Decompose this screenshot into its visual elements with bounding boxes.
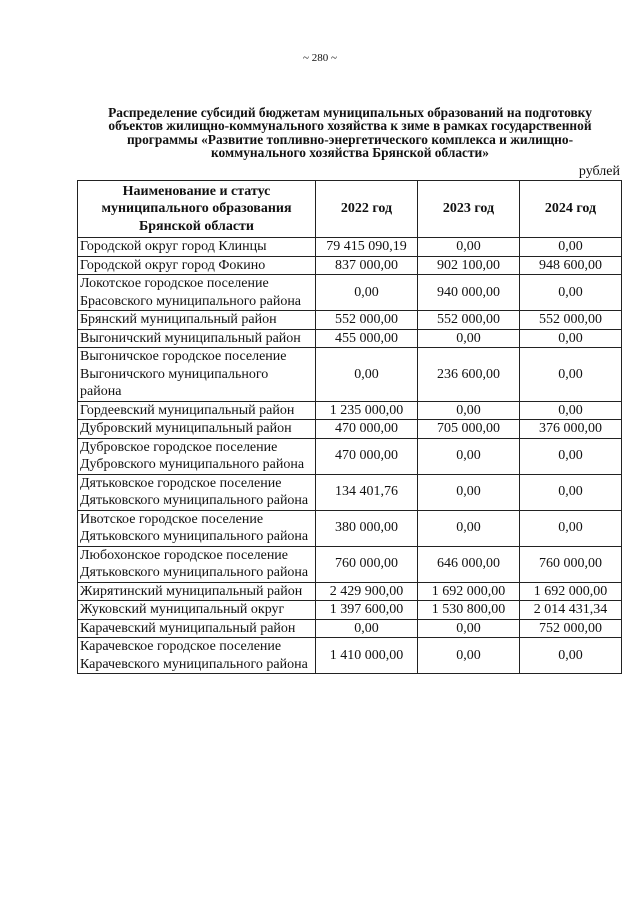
table-row (78, 582, 622, 601)
value-2022: 552 000,00 (316, 311, 418, 330)
value-2023: 0,00 (418, 238, 520, 257)
value-2022: 1 235 000,00 (316, 401, 418, 420)
value-2024: 0,00 (520, 275, 622, 311)
value-2023: 1 530 800,00 (418, 601, 520, 620)
value-2023: 0,00 (418, 638, 520, 674)
value-2024: 752 000,00 (520, 619, 622, 638)
value-2023: 940 000,00 (418, 275, 520, 311)
value-2023: 552 000,00 (418, 311, 520, 330)
value-2024: 0,00 (520, 438, 622, 474)
table-row (78, 238, 622, 257)
value-2022: 0,00 (316, 348, 418, 402)
value-2023: 902 100,00 (418, 256, 520, 275)
unit-label: рублей (578, 164, 620, 179)
table-row (78, 311, 622, 330)
value-2022: 455 000,00 (316, 329, 418, 348)
value-2022: 380 000,00 (316, 510, 418, 546)
value-2024: 2 014 431,34 (520, 601, 622, 620)
value-2022: 760 000,00 (316, 546, 418, 582)
municipality-name: Локотское городское поселение Брасовского муниципального района (78, 275, 316, 311)
header-row (78, 181, 622, 238)
value-2022: 79 415 090,19 (316, 238, 418, 257)
value-2024: 0,00 (520, 474, 622, 510)
table-row (78, 601, 622, 620)
header-2023: 2023 год (418, 181, 520, 238)
municipality-name: Жирятинский муниципальный район (78, 582, 316, 601)
value-2022: 2 429 900,00 (316, 582, 418, 601)
municipality-name: Выгоничский муниципальный район (78, 329, 316, 348)
header-2024: 2024 год (520, 181, 622, 238)
value-2023: 0,00 (418, 474, 520, 510)
value-2024: 0,00 (520, 401, 622, 420)
header-2022: 2022 год (316, 181, 418, 238)
municipality-name: Карачевское городское поселение Карачевского муниципального района (78, 638, 316, 674)
value-2024: 376 000,00 (520, 420, 622, 439)
value-2024: 1 692 000,00 (520, 582, 622, 601)
value-2023: 1 692 000,00 (418, 582, 520, 601)
municipality-name: Карачевский муниципальный район (78, 619, 316, 638)
table-row (78, 420, 622, 439)
table-row (78, 275, 622, 311)
value-2023: 0,00 (418, 438, 520, 474)
municipality-name: Городской округ город Клинцы (78, 238, 316, 257)
municipality-name: Городской округ город Фокино (78, 256, 316, 275)
document-title: Распределение субсидий бюджетам муниципальных образований на подготовку объектов жилищно-коммунального хозяйства к зиме в рамках государственной программы «Развитие топливно-энергетического комплекса и жилищно-коммунального хозяйства Брянской области» (108, 105, 592, 161)
value-2023: 0,00 (418, 619, 520, 638)
header-municipality: Наименование и статус муниципального образования Брянской области (78, 181, 316, 238)
value-2024: 0,00 (520, 329, 622, 348)
value-2022: 0,00 (316, 619, 418, 638)
municipality-name: Жуковский муниципальный округ (78, 601, 316, 620)
municipality-name: Дубровский муниципальный район (78, 420, 316, 439)
value-2023: 0,00 (418, 329, 520, 348)
table-row (78, 619, 622, 638)
value-2022: 0,00 (316, 275, 418, 311)
municipality-name: Брянский муниципальный район (78, 311, 316, 330)
table-row (78, 474, 622, 510)
value-2024: 0,00 (520, 638, 622, 674)
value-2022: 1 397 600,00 (316, 601, 418, 620)
municipality-name: Выгоничское городское поселение Выгоничского муниципального района (78, 348, 316, 402)
value-2023: 236 600,00 (418, 348, 520, 402)
table-row (78, 348, 622, 402)
table-row (78, 401, 622, 420)
value-2024: 0,00 (520, 238, 622, 257)
table-row (78, 329, 622, 348)
table-row (78, 256, 622, 275)
table-row (78, 438, 622, 474)
value-2024: 948 600,00 (520, 256, 622, 275)
value-2022: 1 410 000,00 (316, 638, 418, 674)
subsidy-table (77, 180, 622, 674)
table-row (78, 510, 622, 546)
value-2024: 0,00 (520, 510, 622, 546)
value-2023: 0,00 (418, 401, 520, 420)
municipality-name: Любохонское городское поселение Дятьковского муниципального района (78, 546, 316, 582)
value-2024: 0,00 (520, 348, 622, 402)
municipality-name: Ивотское городское поселение Дятьковского муниципального района (78, 510, 316, 546)
table-row (78, 546, 622, 582)
municipality-name: Дубровское городское поселение Дубровского муниципального района (78, 438, 316, 474)
value-2022: 470 000,00 (316, 420, 418, 439)
value-2022: 837 000,00 (316, 256, 418, 275)
value-2023: 646 000,00 (418, 546, 520, 582)
value-2024: 552 000,00 (520, 311, 622, 330)
table-header (78, 181, 622, 238)
municipality-name: Гордеевский муниципальный район (78, 401, 316, 420)
page-number: ~ 280 ~ (303, 52, 337, 64)
value-2024: 760 000,00 (520, 546, 622, 582)
municipality-name: Дятьковское городское поселение Дятьковского муниципального района (78, 474, 316, 510)
value-2022: 134 401,76 (316, 474, 418, 510)
value-2023: 705 000,00 (418, 420, 520, 439)
table-row (78, 638, 622, 674)
table-body (78, 238, 622, 674)
value-2022: 470 000,00 (316, 438, 418, 474)
value-2023: 0,00 (418, 510, 520, 546)
